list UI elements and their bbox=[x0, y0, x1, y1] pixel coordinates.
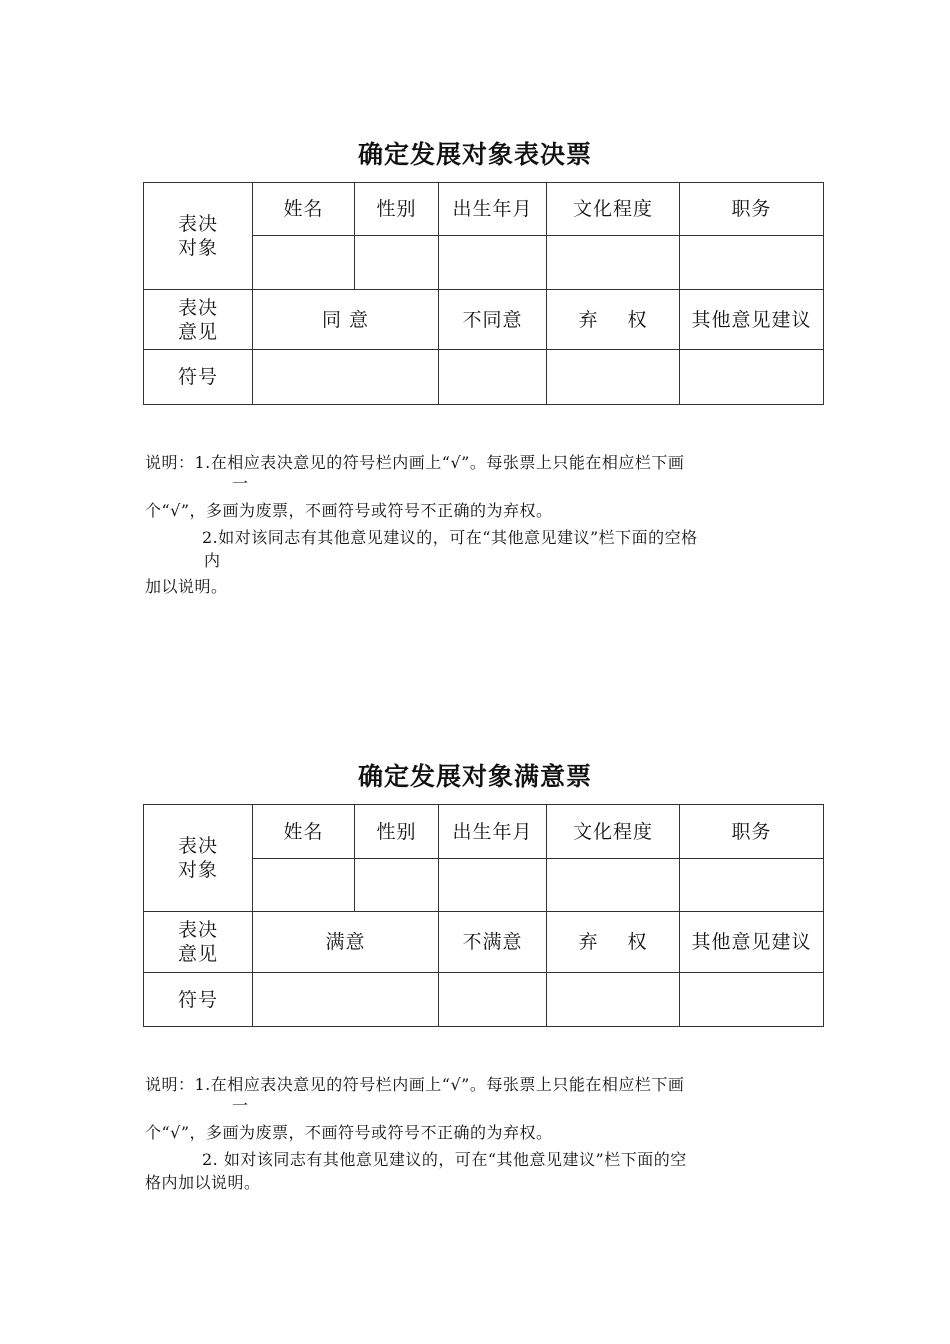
row-label-line: 对象 bbox=[177, 859, 218, 881]
form-title: 确定发展对象表决票 bbox=[357, 140, 592, 169]
row-label-target bbox=[144, 805, 252, 911]
symbol-cell-abstain[interactable] bbox=[547, 350, 679, 404]
option-agree: 同 意 bbox=[321, 308, 370, 331]
column-header-education: 文化程度 bbox=[572, 198, 653, 220]
row-label-opinion bbox=[144, 290, 252, 349]
row-label-line: 表决 bbox=[177, 296, 218, 319]
option-other-suggestions: 其他意见建议 bbox=[691, 308, 812, 331]
row-label-symbol: 符号 bbox=[177, 988, 218, 1011]
option-abstain: 弃 权 bbox=[578, 931, 648, 953]
entry-education-cell[interactable] bbox=[547, 236, 679, 289]
note-line: 一 bbox=[232, 1096, 249, 1115]
entry-gender-cell[interactable] bbox=[355, 236, 438, 289]
column-header-position: 职务 bbox=[731, 820, 772, 843]
row-label-line: 表决 bbox=[177, 919, 218, 941]
row-label-symbol: 符号 bbox=[177, 366, 218, 388]
note-line: 说明：1.在相应表决意见的符号栏内画上“√”。每张票上只能在相应栏下画 bbox=[145, 1075, 685, 1094]
symbol-cell-disagree[interactable] bbox=[439, 350, 546, 404]
note-line: 说明：1.在相应表决意见的符号栏内画上“√”。每张票上只能在相应栏下画 bbox=[145, 453, 685, 472]
row-label-line: 意见 bbox=[177, 320, 218, 343]
column-header-name: 姓名 bbox=[283, 820, 324, 843]
column-header-gender: 性别 bbox=[376, 820, 417, 843]
symbol-cell-other[interactable] bbox=[680, 973, 823, 1026]
column-header-name: 姓名 bbox=[283, 198, 324, 220]
note-line: 格内加以说明。 bbox=[145, 1173, 261, 1192]
column-header-position: 职务 bbox=[731, 198, 772, 220]
option-other-suggestions: 其他意见建议 bbox=[691, 931, 812, 953]
note-line: 个“√”，多画为废票，不画符号或符号不正确的为弃权。 bbox=[145, 1123, 553, 1142]
note-line: 2.如对该同志有其他意见建议的，可在“其他意见建议”栏下面的空格 bbox=[202, 528, 698, 547]
option-unsatisfied: 不满意 bbox=[462, 931, 523, 953]
row-label-line: 表决 bbox=[177, 835, 218, 857]
symbol-cell-agree[interactable] bbox=[253, 350, 438, 404]
option-disagree: 不同意 bbox=[462, 308, 523, 331]
option-satisfied: 满意 bbox=[325, 931, 366, 953]
entry-name-cell[interactable] bbox=[253, 236, 354, 289]
note-line: 加以说明。 bbox=[145, 577, 228, 596]
row-label-opinion bbox=[144, 912, 252, 972]
column-header-birth: 出生年月 bbox=[452, 820, 533, 843]
row-label-line: 意见 bbox=[177, 943, 218, 965]
entry-position-cell[interactable] bbox=[680, 236, 823, 289]
row-label-line: 对象 bbox=[177, 237, 218, 259]
entry-gender-cell[interactable] bbox=[355, 859, 438, 911]
note-line: 一 bbox=[232, 474, 249, 493]
note-line: 2. 如对该同志有其他意见建议的，可在“其他意见建议”栏下面的空 bbox=[202, 1150, 687, 1169]
row-label-target bbox=[144, 183, 252, 289]
entry-position-cell[interactable] bbox=[680, 859, 823, 911]
ballot-table bbox=[143, 804, 824, 1027]
column-header-education: 文化程度 bbox=[572, 820, 653, 843]
symbol-cell-abstain[interactable] bbox=[547, 973, 679, 1026]
note-line: 个“√”，多画为废票，不画符号或符号不正确的为弃权。 bbox=[145, 501, 553, 520]
symbol-cell-other[interactable] bbox=[680, 350, 823, 404]
symbol-cell-satisfied[interactable] bbox=[253, 973, 438, 1026]
entry-birth-cell[interactable] bbox=[439, 236, 546, 289]
form-title: 确定发展对象满意票 bbox=[357, 762, 592, 791]
entry-education-cell[interactable] bbox=[547, 859, 679, 911]
row-label-line: 表决 bbox=[177, 213, 218, 235]
ballot-table bbox=[143, 182, 824, 405]
symbol-cell-unsatisfied[interactable] bbox=[439, 973, 546, 1026]
entry-birth-cell[interactable] bbox=[439, 859, 546, 911]
column-header-gender: 性别 bbox=[376, 198, 417, 220]
entry-name-cell[interactable] bbox=[253, 859, 354, 911]
note-line: 内 bbox=[204, 551, 221, 570]
option-abstain: 弃 权 bbox=[578, 308, 648, 331]
column-header-birth: 出生年月 bbox=[452, 198, 533, 220]
